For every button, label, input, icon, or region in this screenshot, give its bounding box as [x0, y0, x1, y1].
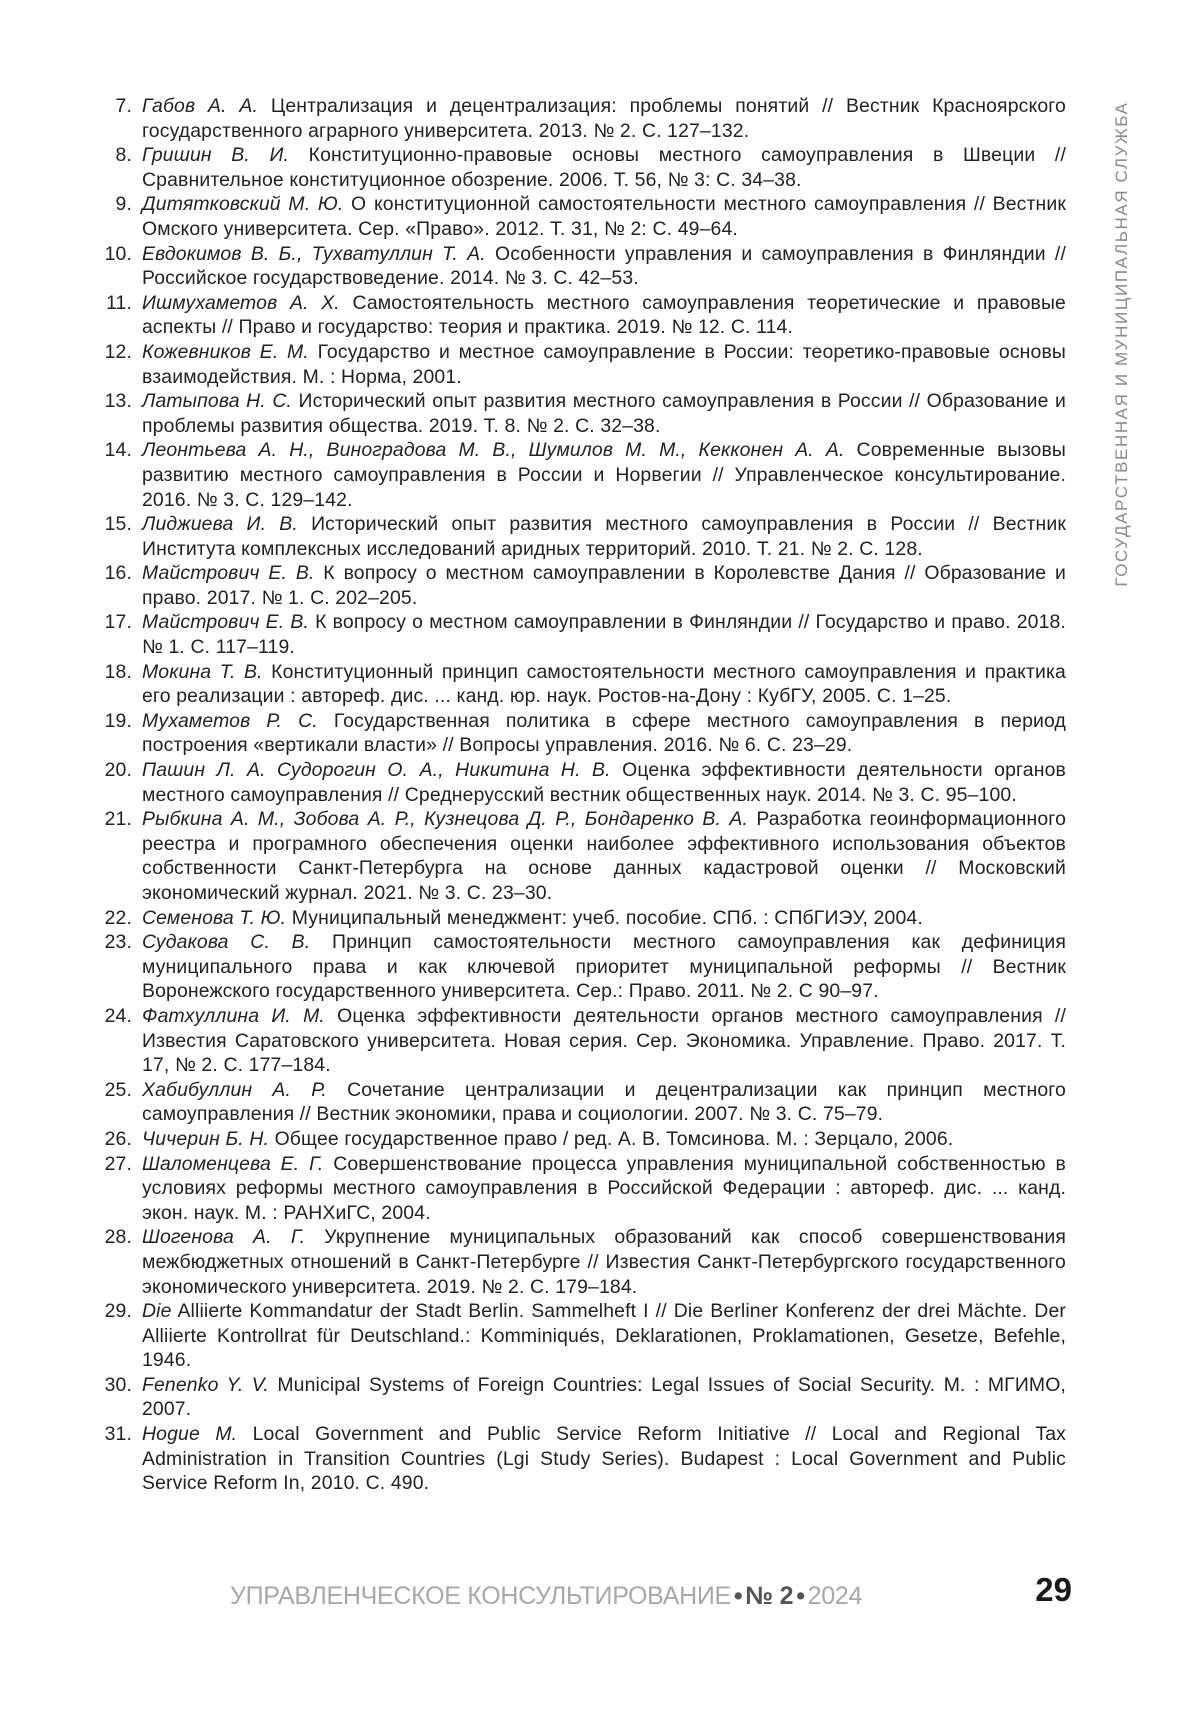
reference-authors: Хабибуллин А. Р. [142, 1079, 327, 1101]
reference-number: 11. [100, 291, 132, 316]
reference-item [100, 1127, 1066, 1152]
reference-number: 13. [100, 389, 132, 414]
reference-text: Особенности управления и самоуправления в Финляндии // Российское государствоведение. 2014. № 3. С. 42–53. [142, 243, 1066, 290]
reference-authors: Евдокимов В. Б., Тухватуллин Т. А. [142, 243, 486, 265]
reference-number: 29. [100, 1299, 132, 1324]
reference-text: Государство и местное самоуправление в России: теоретико-правовые основы взаимодействия. М. : Норма, 2001. [142, 341, 1066, 388]
reference-item [100, 1152, 1066, 1226]
reference-text: Конституционный принцип самостоятельности местного самоуправления и практика его реализации : автореф. дис. ... канд. юр. наук. Ростов-на-Дону : КубГУ, 2005. С. 1–25. [142, 661, 1066, 708]
reference-text: Оценка эффективности деятельности органов местного самоуправления // Среднерусский вестник общественных наук. 2014. № 3. С. 95–100. [142, 759, 1066, 806]
reference-text: Самостоятельность местного самоуправления теоретические и правовые аспекты // Право и государство: теория и практика. 2019. № 12. С. 114. [142, 292, 1066, 339]
reference-authors: Fenenko Y. V. [142, 1374, 269, 1396]
reference-authors: Чичерин Б. Н. [142, 1128, 269, 1150]
reference-item [100, 143, 1066, 192]
reference-text: Local Government and Public Service Reform Initiative // Local and Regional Tax Administration in Transition Countries (Lgi Study Series). Budapest : Local Government and Public Service Reform In, 2010. С. 490. [142, 1423, 1066, 1494]
reference-number: 25. [100, 1078, 132, 1103]
reference-text: Оценка эффективности деятельности органов местного самоуправления // Известия Саратовского университета. Новая серия. Сер. Экономика. Управление. Право. 2017. Т. 17, № 2. С. 177–184. [142, 1005, 1066, 1076]
reference-text: Municipal Systems of Foreign Countries: Legal Issues of Social Security. M. : МГИМО, 2007. [142, 1374, 1066, 1421]
reference-number: 19. [100, 709, 132, 734]
reference-number: 23. [100, 930, 132, 955]
reference-item [100, 192, 1066, 241]
reference-text: Современные вызовы развитию местного самоуправления в России и Норвегии // Управленческое консультирование. 2016. № 3. С. 129–142. [142, 439, 1066, 510]
reference-item [100, 438, 1066, 512]
reference-number: 31. [100, 1422, 132, 1447]
footer-separator-2: • [793, 1582, 807, 1610]
reference-authors: Габов А. А. [142, 95, 258, 117]
reference-text: Совершенствование процесса управления муниципальной собственностью в условиях реформы местного самоуправления в Российской Федерации : автореф. дис. ... канд. экон. наук. М. : РАНХиГС, 2004. [142, 1153, 1066, 1224]
reference-text: Сочетание централизации и децентрализации как принцип местного самоуправления // Вестник экономики, права и социологии. 2007. № 3. С. 75–79. [142, 1079, 1066, 1126]
reference-item [100, 1078, 1066, 1127]
reference-item [100, 561, 1066, 610]
reference-authors: Мокина Т. В. [142, 661, 263, 683]
reference-authors: Кожевников Е. М. [142, 341, 309, 363]
reference-number: 8. [100, 143, 132, 168]
reference-authors: Судакова С. В. [142, 931, 310, 953]
reference-text: Исторический опыт развития местного самоуправления в России // Образование и проблемы развития общества. 2019. Т. 8. № 2. С. 32–38. [142, 390, 1066, 437]
reference-authors: Пашин Л. А. Судорогин О. А., Никитина Н. В. [142, 759, 611, 781]
reference-number: 28. [100, 1225, 132, 1250]
reference-item [100, 1004, 1066, 1078]
reference-item [100, 291, 1066, 340]
reference-item [100, 94, 1066, 143]
reference-text: Централизация и децентрализация: проблемы понятий // Вестник Красноярского государственного аграрного университета. 2013. № 2. С. 127–132. [142, 95, 1066, 142]
section-title-vertical: ГОСУДАРСТВЕННАЯ И МУНИЦИПАЛЬНАЯ СЛУЖБА [1112, 74, 1132, 614]
reference-authors: Семенова Т. Ю. [142, 907, 286, 929]
reference-authors: Майстрович Е. В. [142, 562, 314, 584]
reference-text: Общее государственное право / ред. А. В. Томсинова. М. : Зерцало, 2006. [269, 1128, 953, 1150]
reference-number: 15. [100, 512, 132, 537]
reference-item [100, 930, 1066, 1004]
reference-authors: Die [142, 1300, 172, 1322]
reference-text: Alliierte Kommandatur der Stadt Berlin. Sammelheft I // Die Berliner Konferenz der drei Mächte. Der Alliierte Kontrollrat für Deutschland.: Komminiqués, Deklarationen, Proklamationen, Gesetze, Befehle, 1946. [142, 1300, 1066, 1371]
reference-number: 22. [100, 906, 132, 931]
reference-authors: Фатхуллина И. М. [142, 1005, 325, 1027]
reference-item [100, 512, 1066, 561]
reference-authors: Шаломенцева Е. Г. [142, 1153, 323, 1175]
reference-item [100, 242, 1066, 291]
reference-text: Исторический опыт развития местного самоуправления в России // Вестник Института комплексных исследований аридных территорий. 2010. Т. 21. № 2. С. 128. [142, 513, 1066, 560]
reference-text: О конституционной самостоятельности местного самоуправления // Вестник Омского университета. Сер. «Право». 2012. Т. 31, № 2: С. 49–64. [142, 193, 1066, 240]
reference-number: 12. [100, 340, 132, 365]
reference-text: Укрупнение муниципальных образований как способ совершенствования межбюджетных отношений в Санкт-Петербурге // Известия Санкт-Петербургского государственного экономического университета. 2019. № 2. С. 179–184. [142, 1226, 1066, 1297]
reference-number: 7. [100, 94, 132, 119]
reference-authors: Шогенова А. Г. [142, 1226, 305, 1248]
reference-authors: Майстрович Е. В. [142, 611, 309, 633]
reference-authors: Ишмухаметов А. Х. [142, 292, 340, 314]
footer-separator-1: • [731, 1582, 745, 1610]
reference-item [100, 906, 1066, 931]
reference-number: 26. [100, 1127, 132, 1152]
reference-item [100, 807, 1066, 905]
reference-authors: Дитятковский М. Ю. [142, 193, 343, 215]
reference-item [100, 758, 1066, 807]
reference-text: Принцип самостоятельности местного самоуправления как дефиниция муниципального права и как ключевой приоритет муниципальной реформы // Вестник Воронежского государственного университета. Сер.: Право. 2011. № 2. С 90–97. [142, 931, 1066, 1002]
reference-number: 14. [100, 438, 132, 463]
reference-item [100, 340, 1066, 389]
reference-item [100, 1225, 1066, 1299]
reference-number: 17. [100, 610, 132, 635]
reference-item [100, 610, 1066, 659]
reference-number: 20. [100, 758, 132, 783]
issue-year: 2024 [808, 1582, 862, 1610]
page-number: 29 [1028, 1571, 1072, 1609]
reference-text: Разработка геоинформационного реестра и програмного обеспечения оценки наиболее эффективного использования объектов собственности Санкт-Петербурга на основе данных кадастровой оценки // Московский экономический журнал. 2021. № 3. С. 23–30. [142, 808, 1066, 904]
reference-text: К вопросу о местном самоуправлении в Королевстве Дания // Образование и право. 2017. № 1. С. 202–205. [142, 562, 1066, 609]
reference-item [100, 1422, 1066, 1496]
reference-authors: Hogue M. [142, 1423, 237, 1445]
reference-authors: Лиджиева И. В. [142, 513, 298, 535]
page-footer [230, 1582, 862, 1611]
reference-number: 24. [100, 1004, 132, 1029]
reference-item [100, 709, 1066, 758]
reference-text: Государственная политика в сфере местного самоуправления в период построения «вертикали власти» // Вопросы управления. 2016. № 6. С. 23–29. [142, 710, 1066, 757]
reference-item [100, 1299, 1066, 1373]
reference-text: Конституционно-правовые основы местного самоуправления в Швеции // Сравнительное конституционное обозрение. 2006. Т. 56, № 3: С. 34–38. [142, 144, 1066, 191]
reference-authors: Мухаметов Р. С. [142, 710, 318, 732]
journal-page [0, 0, 1200, 1710]
reference-text: К вопросу о местном самоуправлении в Финляндии // Государство и право. 2018. № 1. С. 117–119. [142, 611, 1066, 658]
reference-authors: Рыбкина А. М., Зобова А. Р., Кузнецова Д. Р., Бондаренко В. А. [142, 808, 748, 830]
reference-number: 27. [100, 1152, 132, 1177]
reference-item [100, 1373, 1066, 1422]
reference-number: 10. [100, 242, 132, 267]
reference-authors: Гришин В. И. [142, 144, 289, 166]
reference-number: 9. [100, 192, 132, 217]
issue-number: № 2 [745, 1582, 793, 1610]
reference-number: 16. [100, 561, 132, 586]
reference-number: 21. [100, 807, 132, 832]
reference-authors: Леонтьева А. Н., Виноградова М. В., Шумилов М. М., Кекконен А. А. [142, 439, 845, 461]
reference-list [100, 94, 1066, 1496]
reference-authors: Латыпова Н. С. [142, 390, 292, 412]
reference-item [100, 389, 1066, 438]
reference-text: Муниципальный менеджмент: учеб. пособие. СПб. : СПбГИЭУ, 2004. [286, 907, 923, 929]
reference-number: 30. [100, 1373, 132, 1398]
journal-name: УПРАВЛЕНЧЕСКОЕ КОНСУЛЬТИРОВАНИЕ [230, 1582, 731, 1610]
reference-item [100, 660, 1066, 709]
reference-number: 18. [100, 660, 132, 685]
